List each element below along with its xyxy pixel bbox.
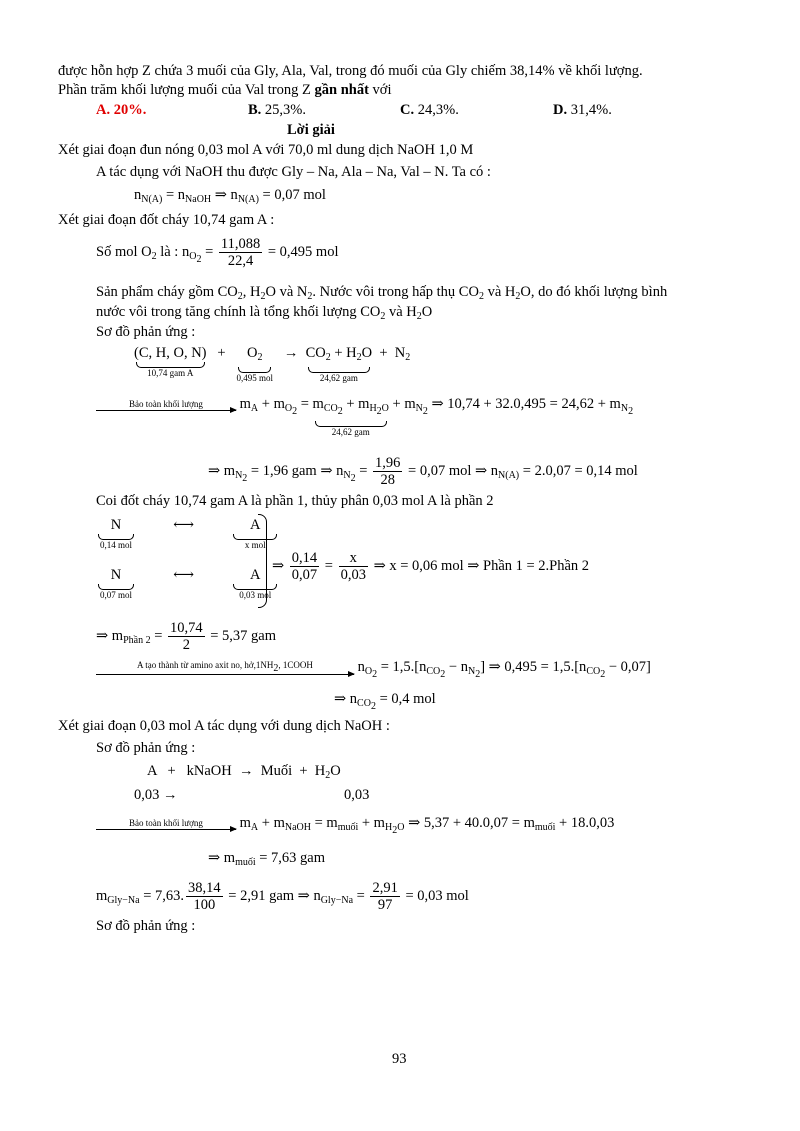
eq-btkl-2: Bảo toàn khối lượng $m_A + m_{NaOH} = m_{muối} + m_{H_2O}$ ⇒ $5,37 + 40.0,07 = m_{muối} + 18.0,03$ (96, 814, 614, 840)
system-result: ⇒ $\frac{0,14}{0,07}$ = $\frac{x}{0,03}$ ⇒ x = 0,06 mol ⇒ Phần 1 = 2.Phần 2 (272, 550, 590, 583)
reaction-scheme-2: A + kNaOH → Muối + $H_2O$ (147, 763, 341, 781)
problem-line-1: được hỗn hợp Z chứa 3 muối của Gly, Ala, Val, trong đó muối của Gly chiếm 38,14% về khối lượng. (58, 63, 643, 79)
page-number: 93 (392, 1051, 407, 1067)
eq-co2: ⇒ $n_{CO_2} = 0,4$ mol (334, 691, 436, 712)
step-2-title: Xét giai đoạn đốt cháy 10,74 gam A : (58, 212, 275, 228)
eq-gly-na: $m_{Gly-Na} = 7,63$. $\frac{38,14}{100}$ = 2,91 gam ⇒ $n_{Gly-Na}$ = $\frac{2,91}{97}$ = 0,03 mol (96, 880, 469, 913)
eq-o2-co2: A tạo thành từ amino axit no, $hở,1NH_2$, 1COOH $n_{O_2} = 1,5.[n_{CO_2} - n_{N_2}]$ ⇒ $0,495 = 1,5.[n_{CO_2} - 0,07]$ (96, 658, 651, 684)
eq-mass-part-2: ⇒ $m_{Phần 2}$ = $\frac{10,74}{2}$ = 5,37 gam (96, 620, 277, 653)
eq-o2-moles: Số mol $O_2$ là : $n_{O_2}$ = $\frac{11,088}{22,4}$ = 0,495 mol (96, 236, 339, 269)
eq-btkl-1: Bảo toàn khối lượng $m_A + m_{O_2} = m_{CO_2} + m_{H_2O}$ 24,62 gam + $m_{N_2}$ ⇒ $10,74 + 32.0,495 = 24,62 + m_{N_2}$ (96, 395, 633, 438)
option-d: D. 31,4%. (553, 102, 612, 118)
scheme-label-3: Sơ đồ phản ứng : (96, 918, 196, 934)
scheme-label-2: Sơ đồ phản ứng : (96, 740, 196, 756)
scheme-2-right-amount: 0,03 (344, 787, 370, 803)
eq-n-a: $n_{N(A)} = n_{NaOH}$ ⇒ $n_{N(A)} = 0,07$ mol (134, 187, 326, 205)
step-2-text-1: Sản phẩm cháy gồm $CO_2$, $H_2O$ và $N_2$. Nước vôi trong hấp thụ $CO_2$ và $H_2O$, do đó khối lượng bình (96, 284, 668, 302)
step-1-title: Xét giai đoạn đun nóng 0,03 mol A với 70,0 ml dung dịch NaOH 1,0 M (58, 142, 474, 158)
scheme-label-1: Sơ đồ phản ứng : (96, 324, 196, 340)
step-2-text-2: nước vôi trong tăng chính là tổng khối lượng $CO_2$ và $H_2O$ (96, 304, 433, 322)
scheme-2-left-amount: 0,03 → (134, 787, 178, 803)
reaction-scheme-1: (C, H, O, N) 10,74 gam A + $O_2$ 0,495 mol → $CO_2 + H_2O$ 24,62 gam + $N_2$ (134, 345, 411, 383)
solution-heading: Lời giải (287, 122, 335, 138)
step-3-text: Coi đốt cháy 10,74 gam A là phần 1, thủy phân 0,03 mol A là phần 2 (96, 493, 494, 509)
option-a: A. 20%. (96, 102, 147, 118)
step-1-text: A tác dụng với NaOH thu được Gly – Na, Ala – Na, Val – N. Ta có : (96, 164, 491, 180)
system-row-2: N 0,07 mol ⟷ A 0,03 mol (96, 566, 279, 601)
system-row-1: N 0,14 mol ⟷ A x mol (96, 516, 279, 551)
eq-salt-mass: ⇒ $m_{muối} = 7,63$ gam (208, 850, 326, 868)
system-brace (258, 514, 267, 608)
option-c: C. 24,3%. (400, 102, 459, 118)
option-b: B. 25,3%. (248, 102, 307, 118)
step-4-title: Xét giai đoạn 0,03 mol A tác dụng với dung dịch NaOH : (58, 718, 390, 734)
problem-line-2: Phần trăm khối lượng muối của Val trong Z gần nhất với (58, 82, 392, 98)
eq-n2: ⇒ $m_{N_2} = 1,96$ gam ⇒ $n_{N_2}$ = $\frac{1,96}{28}$ = 0,07 mol ⇒ $n_{N(A)} = 2.0,07 = 0,14$ mol (208, 455, 638, 488)
